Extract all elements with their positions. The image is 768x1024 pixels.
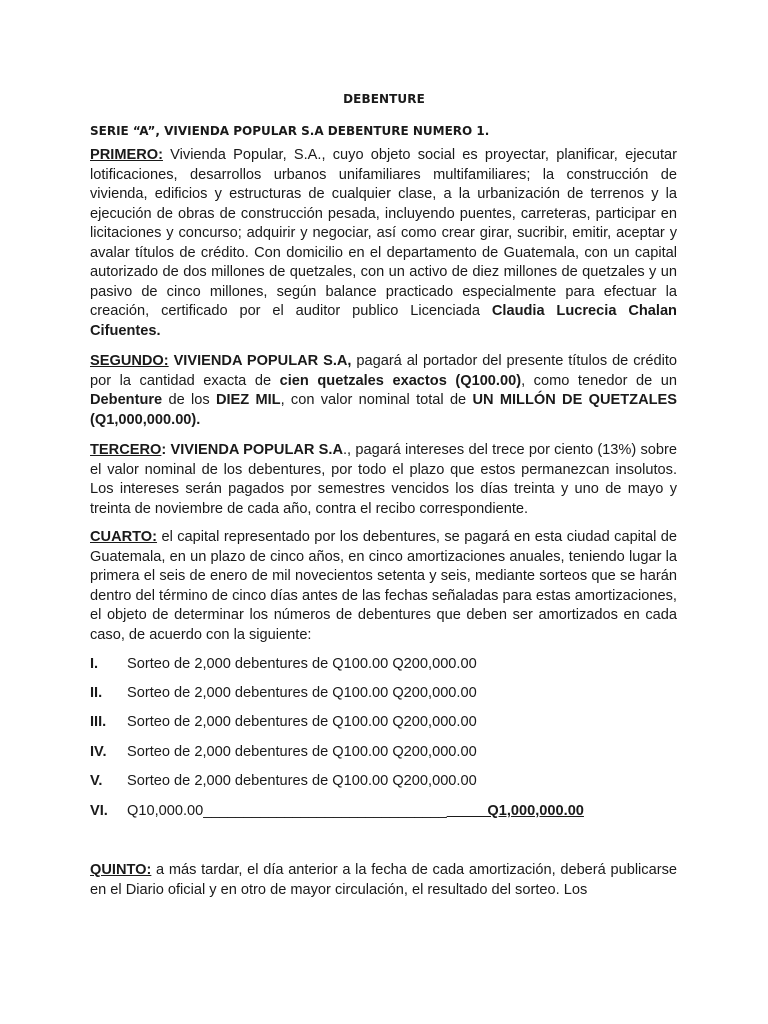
clause-segundo-text-3: de los	[162, 392, 216, 408]
clause-segundo-text-1: pagará al portador del presente títulos de crédito por la cantidad exacta de	[90, 353, 677, 389]
list-item-text: Sorteo de 2,000 debentures de Q100.00 Q200,000.00	[127, 656, 477, 672]
document-title: DEBENTURE	[343, 92, 425, 106]
clause-segundo-text-2: , como tenedor de un	[521, 372, 677, 389]
list-item-number: III.	[90, 714, 107, 730]
clause-tercero-company: VIVIENDA POPULAR S.A	[170, 442, 343, 458]
list-item-number: IV.	[90, 744, 107, 760]
clause-segundo	[90, 352, 677, 430]
clause-primero-heading: PRIMERO:	[90, 147, 163, 163]
series-heading: SERIE “A”, VIVIENDA POPULAR S.A DEBENTURE NUMERO 1.	[90, 124, 490, 138]
clause-segundo-debenture: Debenture	[90, 392, 163, 408]
list-item-text: Sorteo de 2,000 debentures de Q100.00 Q200,000.00	[127, 685, 477, 701]
list-item-total-text	[127, 802, 584, 822]
clause-primero-auditor: Claudia Lucrecia Chalan Cifuentes.	[90, 303, 677, 339]
clause-tercero-text: ., pagará intereses del trece por ciento (13%) sobre el valor nominal de los debentures, por todo el plazo que estos permanezcan insolutos. Los intereses serán pagados por semestres vencidos los días treinta y uno de mayo y treinta de noviembre de cada año, contra el recibo correspondiente.	[90, 442, 677, 517]
clause-quinto-text: a más tardar, el día anterior a la fecha de cada amortización, deberá publicarse en el Diario oficial y en otro de mayor circulación, el resultado del sorteo. Los	[90, 862, 677, 898]
list-item-text: Sorteo de 2,000 debentures de Q100.00 Q200,000.00	[127, 714, 477, 730]
clause-segundo-heading: SEGUNDO:	[90, 353, 169, 369]
clause-tercero	[90, 441, 677, 519]
clause-segundo-total: UN MILLÓN DE QUETZALES (Q1,000,000.00).	[90, 392, 677, 428]
clause-quinto-heading: QUINTO:	[90, 862, 152, 878]
clause-primero-text: Vivienda Popular, S.A., cuyo objeto social es proyectar, planificar, ejecutar lotificaciones, desarrollos urbanos unifamiliares multifamiliares; la construcción de vivienda, edificios y estructuras de cualquier clase, a la urbanización de terrenos y la ejecución de obras de construcción pesada, incluyendo puentes, carreteras, participar en licitaciones y concurso; adquirir y negociar, así como crear girar, sucribir, emitir, aceptar y avalar títulos de crédito. Con domicilio en el departamento de Guatemala, con un capital autorizado de dos millones de quetzales, con un activo de diez millones de quetzales y un pasivo de cinco millones, según balance practicado especialmente para efectuar la creación, certificado por el auditor publico Licenciada	[90, 147, 677, 319]
clause-tercero-colon: :	[161, 442, 167, 458]
clause-cuarto-text: el capital representado por los debentures, se pagará en esta ciudad capital de Guatemala, en un plazo de cinco años, en cinco amortizaciones anuales, teniendo lugar la primera el seis de enero de mil novecientos setenta y seis, mediante sorteos que se harán dentro del término de cinco días antes de las fechas señaladas para estas amortizaciones, el objeto de determinar los números de debentures que deben ser amortizados en cada caso, de acuerdo con la siguiente:	[90, 529, 677, 643]
list-item-text: Sorteo de 2,000 debentures de Q100.00 Q200,000.00	[127, 773, 477, 789]
list-item-number: VI.	[90, 803, 108, 819]
clause-tercero-heading: TERCERO	[90, 442, 162, 458]
clause-segundo-text-4: , con valor nominal total de	[280, 392, 473, 408]
clause-segundo-amount: cien quetzales exactos (Q100.00)	[279, 372, 522, 389]
total-underline: ______________________________	[203, 803, 447, 819]
clause-primero	[90, 146, 677, 341]
clause-segundo-company: VIVIENDA POPULAR S.A,	[173, 353, 352, 369]
list-item-text: Sorteo de 2,000 debentures de Q100.00 Q200,000.00	[127, 744, 477, 760]
total-amount-start: Q10,000.00	[127, 803, 204, 819]
clause-cuarto	[90, 528, 677, 645]
clause-quinto	[90, 861, 677, 900]
list-item-number: I.	[90, 656, 99, 672]
total-amount: _____Q1,000,000.00	[446, 803, 584, 819]
list-item-number: V.	[90, 773, 103, 789]
clause-cuarto-heading: CUARTO:	[90, 529, 158, 545]
clause-segundo-diezmil: DIEZ MIL	[215, 392, 281, 408]
list-item-number: II.	[90, 685, 103, 701]
